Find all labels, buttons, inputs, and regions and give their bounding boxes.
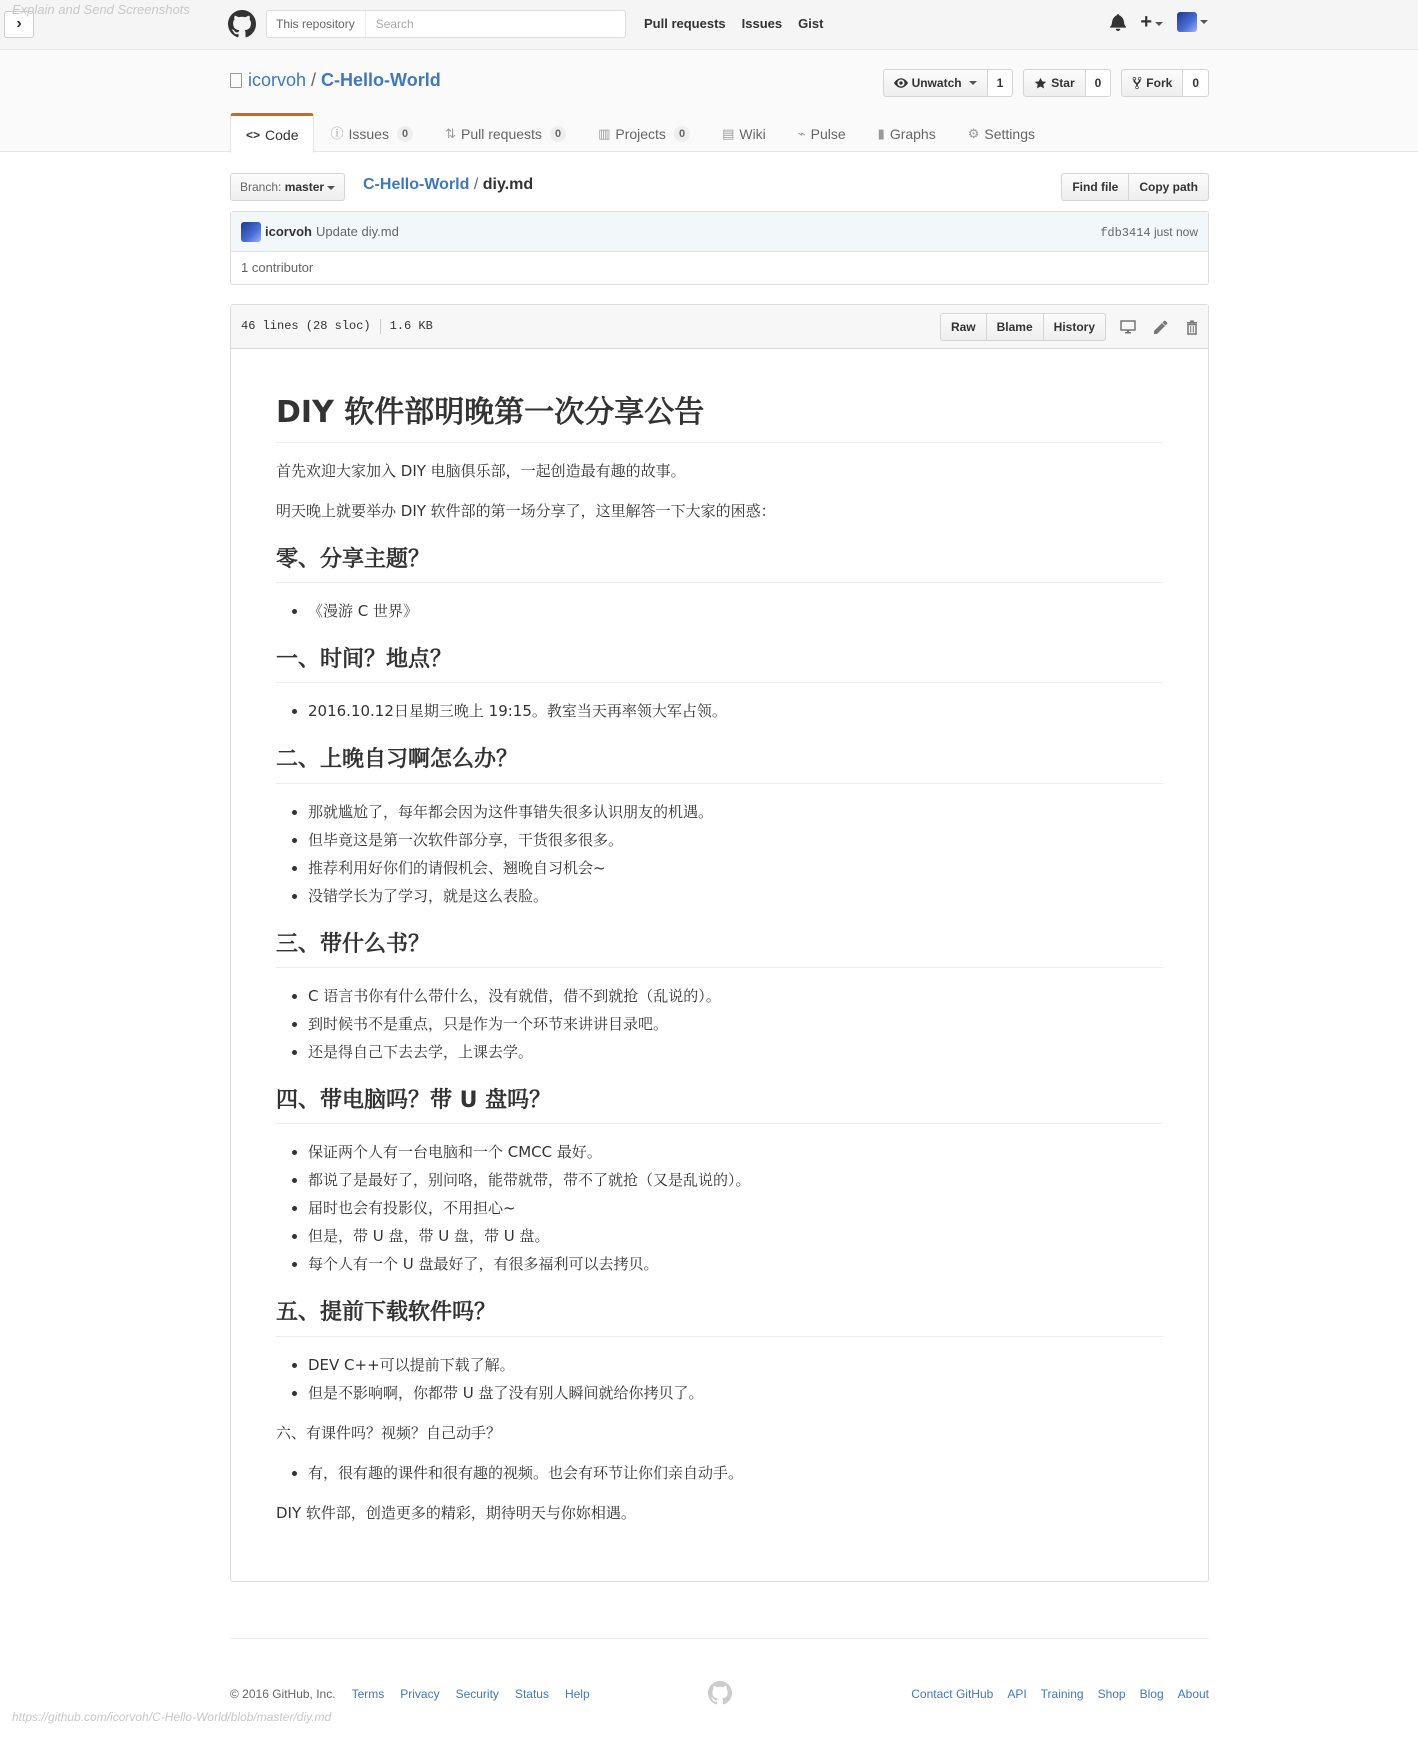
list-item: • 届时也会有投影仪，不用担心~ [308, 1196, 1163, 1220]
nav-pull-requests[interactable]: Pull requests [644, 16, 726, 31]
tab-code[interactable] [230, 113, 314, 153]
section-list [276, 1353, 1163, 1405]
star-button[interactable] [1023, 69, 1085, 97]
status-bar-url: https://github.com/icorvoh/C-Hello-World/blob/master/diy.md [12, 1710, 332, 1724]
markdown-body [231, 349, 1208, 1586]
list-item: • 那就尴尬了，每年都会因为这件事错失很多认识朋友的机遇。 [308, 800, 1163, 824]
repo-owner-link[interactable]: icorvoh [248, 70, 307, 90]
site-footer [230, 1638, 1209, 1708]
pencil-icon[interactable] [1154, 320, 1168, 334]
history-button[interactable]: History [1044, 313, 1106, 341]
eye-icon [894, 78, 908, 88]
list-item: • 但是不影响啊，你都带 U 盘了没有别人瞬间就给你拷贝了。 [308, 1381, 1163, 1405]
site-header [0, 0, 1418, 50]
tab-label: Settings [984, 125, 1035, 142]
intro-paragraph: 明天晚上就要举办 DIY 软件部的第一场分享了，这里解答一下大家的困惑： [276, 501, 776, 520]
list-item: • 到时候书不是重点，只是作为一个环节来讲讲目录吧。 [308, 1012, 1163, 1036]
tab-pull-requests[interactable] [429, 113, 582, 153]
tab-label: Code [265, 126, 299, 143]
repo-icon [230, 73, 242, 88]
section-heading: 一、时间？地点？ [276, 647, 1163, 683]
tab-label: Graphs [889, 125, 936, 142]
tab-issues[interactable] [314, 113, 429, 153]
readme-title: DIY 软件部明晚第一次分享公告 [276, 394, 1163, 443]
list-item: • C 语言书你有什么带什么，没有就借，借不到就抢（乱说的）。 [308, 984, 1163, 1008]
file-lines: 46 lines (28 sloc) [241, 319, 371, 333]
repo-name-link[interactable]: C-Hello-World [321, 70, 441, 90]
footer-right [911, 1687, 1209, 1701]
github-logo-icon[interactable] [228, 10, 256, 38]
file-viewer [230, 304, 1209, 1582]
breadcrumb-file-name: diy.md [482, 176, 534, 193]
footer-link-blog[interactable]: Blog [1139, 1687, 1164, 1701]
extension-toggle-button[interactable]: › [4, 11, 34, 38]
tab-graphs[interactable] [862, 113, 952, 153]
nav-issues[interactable]: Issues [741, 16, 783, 31]
github-logo-icon[interactable] [708, 1681, 732, 1705]
new-dropdown[interactable] [1140, 12, 1163, 32]
blame-button[interactable]: Blame [987, 313, 1044, 341]
extension-label: Explain and Send Screenshots [12, 2, 190, 17]
tab-count: 0 [550, 126, 566, 142]
section-paragraph: 六、有课件吗？视频？自己动手？ [276, 1423, 502, 1442]
file-icon-actions [1120, 320, 1198, 335]
repo-title [230, 70, 441, 91]
repo-tabs [230, 113, 1051, 153]
breadcrumb [363, 176, 533, 194]
tab-settings[interactable] [952, 113, 1051, 153]
desktop-icon[interactable] [1120, 320, 1136, 334]
header-right [1110, 12, 1208, 32]
search-input[interactable] [366, 17, 566, 31]
pr-icon: ⇅ [445, 125, 456, 141]
file-header [231, 305, 1208, 349]
closing-paragraph: DIY 软件部，创造更多的精彩，期待明天与你妳相遇。 [276, 1503, 636, 1522]
list-item: • 有，很有趣的课件和很有趣的视频。也会有环节让你们亲自动手。 [308, 1461, 1163, 1485]
chevron-down-icon [327, 186, 335, 190]
footer-link-shop[interactable]: Shop [1097, 1687, 1126, 1701]
section-list [276, 699, 1163, 723]
file-info [241, 319, 433, 334]
copy-path-button[interactable]: Copy path [1129, 173, 1209, 201]
commit-sha-link[interactable]: fdb3414 [1100, 226, 1151, 240]
user-menu[interactable] [1177, 12, 1208, 32]
section-list [276, 1461, 1163, 1485]
tab-label: Pulse [810, 125, 846, 142]
chevron-down-icon [1155, 22, 1163, 26]
footer-copyright: © 2016 GitHub, Inc. [230, 1687, 336, 1701]
header-nav [644, 16, 823, 31]
section-heading: 二、上晚自习啊怎么办？ [276, 747, 1163, 783]
file-size: 1.6 KB [389, 319, 433, 333]
breadcrumb-separator: / [473, 176, 479, 193]
issue-icon: ⓘ [330, 125, 344, 141]
list-item: • 《漫游 C 世界》 [308, 599, 1163, 623]
commit-author-link[interactable]: icorvoh [265, 224, 312, 239]
section-list [276, 800, 1163, 908]
branch-name: master [284, 180, 325, 194]
file-info-divider [380, 319, 381, 334]
footer-link-contact[interactable]: Contact GitHub [911, 1687, 994, 1701]
star-count[interactable]: 0 [1086, 69, 1112, 97]
tab-count: 0 [674, 126, 690, 142]
commit-tease [230, 211, 1209, 285]
tab-label: Projects [615, 125, 666, 142]
section-heading: 五、提前下载软件吗？ [276, 1300, 1163, 1336]
unwatch-button[interactable] [883, 69, 988, 97]
gear-icon: ⚙ [967, 125, 980, 141]
find-file-button[interactable]: Find file [1061, 173, 1129, 201]
trash-icon[interactable] [1186, 320, 1198, 335]
list-item: • 每个人有一个 U 盘最好了，有很多福利可以去拷贝。 [308, 1252, 1163, 1276]
list-item: • 2016.10.12日星期三晚上 19:15。教室当天再率领大军占领。 [308, 699, 1163, 723]
tab-label: Pull requests [461, 125, 542, 142]
branch-prefix: Branch: [240, 180, 282, 194]
tab-count: 0 [397, 126, 413, 142]
unwatch-label: Unwatch [911, 76, 962, 90]
list-item: • 保证两个人有一台电脑和一个 CMCC 最好。 [308, 1140, 1163, 1164]
list-item: • 推荐利用好你们的请假机会、翘晚自习机会~ [308, 856, 1163, 880]
fork-icon [1132, 76, 1142, 90]
list-item: • DEV C++可以提前下载了解。 [308, 1353, 1163, 1377]
avatar [1177, 12, 1197, 32]
section-heading: 零、分享主题？ [276, 547, 1163, 583]
list-item: • 没错学长为了学习，就是这么表脸。 [308, 884, 1163, 908]
footer-link-about[interactable]: About [1177, 1687, 1209, 1701]
star-icon [1034, 77, 1047, 90]
footer-link-terms[interactable]: Terms [351, 1687, 385, 1701]
graph-icon: ▮ [877, 125, 885, 141]
list-item: • 都说了是最好了，别问咯，能带就带，带不了就抢（又是乱说的）。 [308, 1168, 1163, 1192]
bell-icon[interactable] [1110, 13, 1126, 31]
tab-wiki[interactable] [706, 113, 782, 153]
avatar[interactable] [241, 222, 261, 242]
tab-pulse[interactable] [782, 113, 862, 153]
commit-message-link[interactable]: Update diy.md [315, 224, 399, 239]
list-item: • 但毕竟这是第一次软件部分享，干货很多很多。 [308, 828, 1163, 852]
section-heading: 四、带电脑吗？带 U 盘吗？ [276, 1088, 1163, 1124]
footer-link-help[interactable]: Help [564, 1687, 590, 1701]
section-list [276, 984, 1163, 1064]
code-icon: <> [246, 127, 261, 142]
section-list [276, 1140, 1163, 1276]
repo-header [0, 50, 1418, 152]
tab-projects[interactable] [582, 113, 706, 153]
plus-icon: + [1140, 11, 1152, 33]
star-label: Star [1051, 76, 1075, 90]
section-list [276, 599, 1163, 623]
search-scope: This repository [267, 11, 366, 37]
repo-separator: / [311, 70, 317, 90]
chevron-down-icon [969, 81, 977, 85]
nav-gist[interactable]: Gist [798, 16, 824, 31]
wiki-icon: ▤ [722, 125, 735, 141]
tab-label: Issues [348, 125, 389, 142]
file-navigation [230, 173, 1209, 201]
footer-link-status[interactable]: Status [514, 1687, 549, 1701]
section-heading: 三、带什么书？ [276, 932, 1163, 968]
repo-actions [883, 69, 1209, 97]
watch-count[interactable]: 1 [988, 69, 1014, 97]
branch-select[interactable] [230, 173, 345, 201]
commit-time: just now [1153, 225, 1198, 239]
project-icon: ▥ [598, 125, 611, 141]
fork-button[interactable] [1121, 69, 1183, 97]
pulse-icon: ⌁ [797, 125, 806, 141]
fork-label: Fork [1146, 76, 1173, 90]
chevron-down-icon [1200, 20, 1208, 24]
footer-link-api[interactable]: API [1007, 1687, 1027, 1701]
footer-left [230, 1687, 590, 1701]
contributors-count[interactable]: 1 contributor [241, 260, 314, 275]
breadcrumb-repo-link[interactable]: C-Hello-World [363, 176, 470, 193]
tab-label: Wiki [739, 125, 766, 142]
commit-meta [1100, 225, 1198, 240]
footer-link-training[interactable]: Training [1040, 1687, 1084, 1701]
fork-count[interactable]: 0 [1183, 69, 1209, 97]
footer-link-security[interactable]: Security [455, 1687, 499, 1701]
footer-link-privacy[interactable]: Privacy [400, 1687, 440, 1701]
last-commit [231, 212, 1208, 252]
file-nav-buttons [1061, 173, 1209, 201]
raw-button[interactable]: Raw [940, 313, 987, 341]
list-item: • 但是，带 U 盘，带 U 盘，带 U 盘。 [308, 1224, 1163, 1248]
file-actions [940, 313, 1198, 341]
search-box[interactable] [266, 10, 626, 38]
list-item: • 还是得自己下去去学，上课去学。 [308, 1040, 1163, 1064]
intro-paragraph: 首先欢迎大家加入 DIY 电脑俱乐部，一起创造最有趣的故事。 [276, 461, 686, 480]
